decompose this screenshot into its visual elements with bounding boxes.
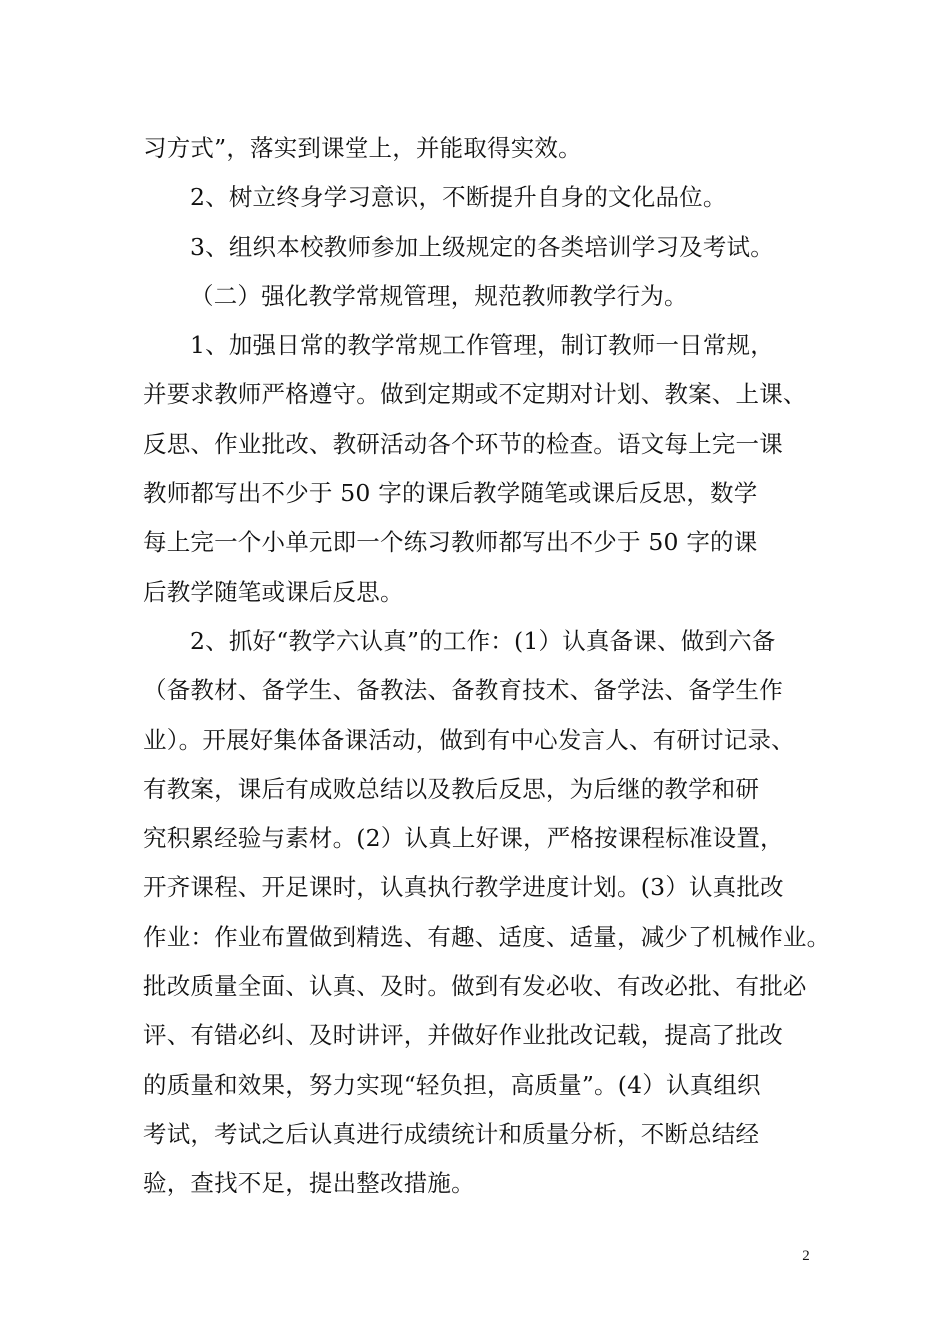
text-line: 的质量和效果，努力实现“轻负担，高质量”。(4）认真组织 xyxy=(143,1070,761,1099)
text-line: 并要求教师严格遵守。做到定期或不定期对计划、教案、上课、 xyxy=(143,380,807,409)
text-line: 有教案，课后有成败总结以及教后反思，为后继的教学和研 xyxy=(143,774,760,803)
text-line: 反思、作业批改、教研活动各个环节的检查。语文每上完一课 xyxy=(143,429,783,458)
text-line: 验，查找不足，提出整改措施。 xyxy=(143,1169,475,1198)
text-line: 评、有错必纠、及时讲评，并做好作业批改记载，提高了批改 xyxy=(143,1021,783,1050)
text-line: 每上完一个小单元即一个练习教师都写出不少于 50 字的课 xyxy=(143,528,758,557)
text-line: 作业：作业布置做到精选、有趣、适度、适量，减少了机械作业。 xyxy=(143,922,831,951)
text-line: 后教学随笔或课后反思。 xyxy=(143,577,404,606)
text-line: 习方式”，落实到课堂上，并能取得实效。 xyxy=(143,134,582,162)
text-line: 开齐课程、开足课时，认真执行教学进度计划。(3）认真批改 xyxy=(143,873,784,902)
text-line: 考试，考试之后认真进行成绩统计和质量分析，不断总结经 xyxy=(143,1119,760,1148)
text-line: 2、抓好“教学六认真”的工作：(1）认真备课、做到六备 xyxy=(190,626,776,655)
section-heading: （二）强化教学常规管理，规范教师教学行为。 xyxy=(190,281,688,310)
text-line: 业）。开展好集体备课活动，做到有中心发言人、有研讨记录、 xyxy=(143,725,795,754)
text-line: 2、树立终身学习意识，不断提升自身的文化品位。 xyxy=(190,183,727,212)
text-line: 1、加强日常的教学常规工作管理，制订教师一日常规， xyxy=(190,331,774,360)
text-line: （备教材、备学生、备教法、备教育技术、备学法、备学生作 xyxy=(143,676,783,705)
text-line: 教师都写出不少于 50 字的课后教学随笔或课后反思，数学 xyxy=(143,479,758,508)
page-number: 2 xyxy=(802,1248,810,1264)
text-line: 批改质量全面、认真、及时。做到有发必收、有改必批、有批必 xyxy=(143,972,807,1001)
document-body xyxy=(143,124,831,1209)
text-line: 3、组织本校教师参加上级规定的各类培训学习及考试。 xyxy=(190,232,774,261)
text-line: 究积累经验与素材。(2）认真上好课，严格按课程标准设置， xyxy=(143,824,784,853)
